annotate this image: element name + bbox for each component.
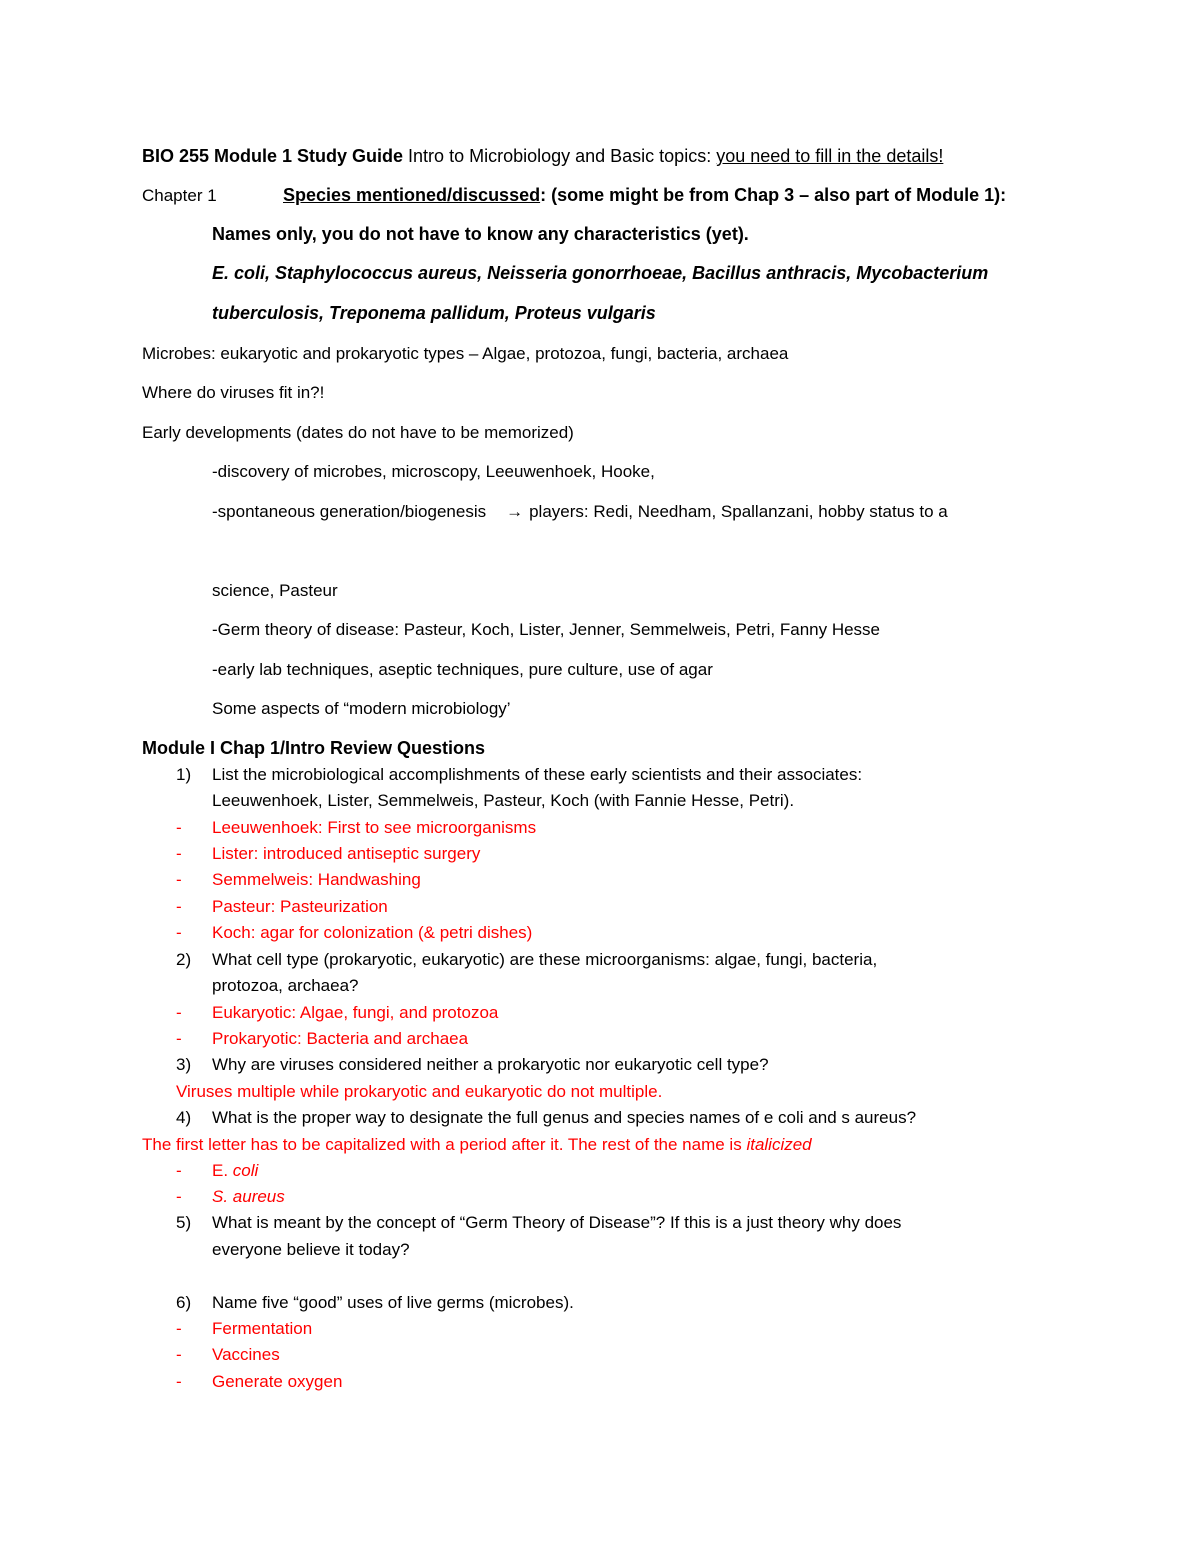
bullet-dash: - <box>176 1187 182 1206</box>
chapter-label: Chapter 1 <box>142 186 217 205</box>
answer-4 <box>142 1134 812 1156</box>
question-4: What is the proper way to designate the full genus and species names of e coli and s aureus? <box>212 1108 917 1127</box>
bullet-dash: - <box>176 818 182 837</box>
title-bold: BIO 255 Module 1 Study Guide <box>142 146 404 166</box>
bullet-dash: - <box>176 1372 182 1391</box>
question-number: 3) <box>176 1055 192 1074</box>
title-rest: Intro to Microbiology and Basic topics: <box>403 146 717 166</box>
lab-techniques-line: -early lab techniques, aseptic techniques, pure culture, use of agar <box>212 660 713 679</box>
discovery-line: -discovery of microbes, microscopy, Leeuwenhoek, Hooke, <box>212 462 655 481</box>
spontaneous-text: -spontaneous generation/biogenesis <box>212 502 487 521</box>
answer-item: S. aureus <box>212 1187 285 1206</box>
species-label: Species mentioned/discussed <box>283 185 541 205</box>
answer-item: Eukaryotic: Algae, fungi, and protozoa <box>212 1003 499 1022</box>
question-6: Name five “good” uses of live germs (microbes). <box>212 1293 574 1312</box>
bullet-dash: - <box>176 1161 182 1180</box>
document-title <box>142 145 943 167</box>
example-species: coli <box>232 1161 259 1180</box>
answer-item <box>212 1160 258 1182</box>
early-developments-line: Early developments (dates do not have to be memorized) <box>142 423 574 442</box>
question-number: 6) <box>176 1293 192 1312</box>
science-line: science, Pasteur <box>212 581 338 600</box>
players-text: players: Redi, Needham, Spallanzani, hobby status to a <box>529 502 948 521</box>
bullet-dash: - <box>176 1029 182 1048</box>
title-underline: you need to fill in the details! <box>716 146 944 166</box>
bullet-dash: - <box>176 1319 182 1338</box>
answer-item: Leeuwenhoek: First to see microorganisms <box>212 818 537 837</box>
question-number: 5) <box>176 1213 192 1232</box>
right-arrow-icon: → <box>506 502 524 521</box>
bullet-dash: - <box>176 897 182 916</box>
question-3: Why are viruses considered neither a prokaryotic nor eukaryotic cell type? <box>212 1055 769 1074</box>
bullet-dash: - <box>176 923 182 942</box>
species-list-line2: tuberculosis, Treponema pallidum, Proteus vulgaris <box>212 303 656 323</box>
answer-item: Prokaryotic: Bacteria and archaea <box>212 1029 469 1048</box>
bullet-dash: - <box>176 870 182 889</box>
answer-item: Fermentation <box>212 1319 313 1338</box>
answer-item: Koch: agar for colonization (& petri dishes) <box>212 923 533 942</box>
question-number: 1) <box>176 765 192 784</box>
question-2-line2: protozoa, archaea? <box>212 976 359 995</box>
species-heading <box>283 184 1006 206</box>
germ-theory-line: -Germ theory of disease: Pasteur, Koch, Lister, Jenner, Semmelweis, Petri, Fanny Hesse <box>212 620 881 639</box>
viruses-line: Where do viruses fit in?! <box>142 383 325 402</box>
bullet-dash: - <box>176 844 182 863</box>
answer-item: Vaccines <box>212 1345 280 1364</box>
question-5-line2: everyone believe it today? <box>212 1240 410 1259</box>
modern-line: Some aspects of “modern microbiology’ <box>212 699 511 718</box>
review-heading: Module I Chap 1/Intro Review Questions <box>142 738 486 758</box>
answer-item: Generate oxygen <box>212 1372 343 1391</box>
answer-4-text: The first letter has to be capitalized with a period after it. The rest of the name is <box>142 1135 747 1154</box>
spontaneous-line <box>212 501 948 523</box>
question-1-line2: Leeuwenhoek, Lister, Semmelweis, Pasteur, Koch (with Fannie Hesse, Petri). <box>212 791 795 810</box>
bullet-dash: - <box>176 1345 182 1364</box>
answer-item: Pasteur: Pasteurization <box>212 897 388 916</box>
question-number: 2) <box>176 950 192 969</box>
species-note: : (some might be from Chap 3 – also part of Module 1): <box>540 185 1007 205</box>
names-only-note: Names only, you do not have to know any characteristics (yet). <box>212 224 749 244</box>
answer-item: Lister: introduced antiseptic surgery <box>212 844 481 863</box>
answer-4-italic: italicized <box>746 1135 812 1154</box>
species-list-line1: E. coli, Staphylococcus aureus, Neisseria gonorrhoeae, Bacillus anthracis, Mycobacterium <box>212 263 989 283</box>
question-5-line1: What is meant by the concept of “Germ Theory of Disease”? If this is a just theory why does <box>212 1213 902 1232</box>
answer-item: Semmelweis: Handwashing <box>212 870 421 889</box>
bullet-dash: - <box>176 1003 182 1022</box>
question-1-line1: List the microbiological accomplishments of these early scientists and their associates: <box>212 765 863 784</box>
answer-3: Viruses multiple while prokaryotic and eukaryotic do not multiple. <box>176 1082 663 1101</box>
question-number: 4) <box>176 1108 192 1127</box>
question-2-line1: What cell type (prokaryotic, eukaryotic) are these microorganisms: algae, fungi, bacteria, <box>212 950 878 969</box>
example-genus: E. <box>212 1161 233 1180</box>
microbes-line: Microbes: eukaryotic and prokaryotic types – Algae, protozoa, fungi, bacteria, archaea <box>142 344 789 363</box>
